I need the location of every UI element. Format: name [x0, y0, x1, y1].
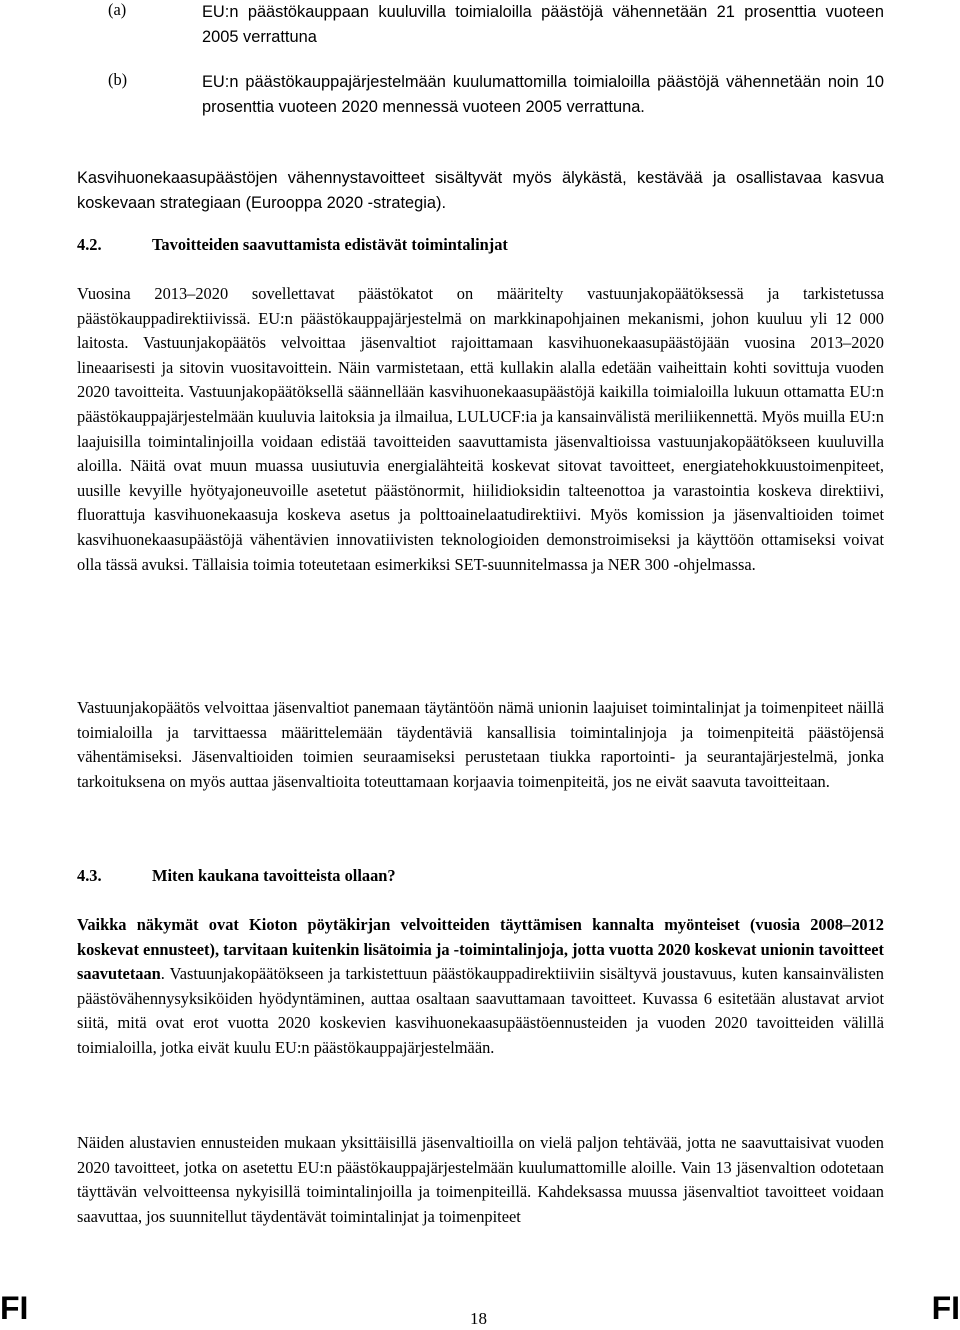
footer-language-right: FI: [931, 1290, 960, 1326]
paragraph-outlook: [77, 913, 884, 1061]
paragraph-projections: Näiden alustavien ennusteiden mukaan yksittäisillä jäsenvaltioilla on vielä paljon tehtävää, jotta ne saavuttaisivat vuoden 2020 tavoitteet, jotka on asetettu EU:n päästökauppajärjestelmään kuulumattomille aloille. Vain 13 jäsenvaltion odotetaan täyttävän velvoitteensa nykyisillä toimintalinjoilla ja toimenpiteillä. Kahdeksassa muussa jäsenvaltiot tavoitteet voidaan saavuttaa, jos suunnitellut täydentävät toimintalinjat ja toimenpiteet: [77, 1133, 884, 1226]
section-title: Tavoitteiden saavuttamista edistävät toimintalinjat: [152, 235, 508, 254]
list-label-a: (a): [108, 0, 127, 19]
paragraph-effort-sharing: Vastuunjakopäätös velvoittaa jäsenvaltiot panemaan täytäntöön nämä unionin laajuiset toimintalinjat ja toimenpiteet näillä toimialoilla ja tarvittaessa määrittelemään täydentäviä kansallisia toimintalinjoja ja toimenpiteitä päästöjensä vähentämiseksi. Jäsenvaltioiden toimien seuraamiseksi perustetaan tiukka raportointi- ja seurantajärjestelmä, jonka tarkoituksena on myös auttaa jäsenvaltioita toteuttamaan korjaavia toimenpiteitä, jos ne eivät saavuta tavoitteitaan.: [77, 698, 884, 791]
list-label-b: (b): [108, 70, 128, 89]
footer-language-left: FI: [0, 1290, 29, 1326]
section-heading-4-3: [77, 866, 396, 886]
page-number: 18: [470, 1309, 487, 1328]
section-number: 4.2.: [77, 235, 102, 254]
section-number: 4.3.: [77, 866, 102, 885]
outlook-rest-text: . Vastuunjakopäätökseen ja tarkistettuun päästökauppadirektiiviin sisältyvä joustavuus, kuten kansainvälisten päästövähennysyksiköiden hyödyntäminen, auttaa osaltaan saavuttamaan tavoitteet. Kuvassa 6 esitetään alustavat arviot siitä, mitä ovat erot vuotta 2020 koskevien kasvihuonekaasupäästöennusteiden ja vuoden 2020 tavoitteiden välillä toimialoilla, jotka eivät kuulu EU:n päästökauppajärjestelmään.: [77, 964, 884, 1057]
paragraph-policies: Vuosina 2013–2020 sovellettavat päästökatot on määritelty vastuunjakopäätöksessä ja tarkistetussa päästökauppadirektiivissä. EU:n päästökauppajärjestelmä on markkinapohjainen mekanismi, johon kuuluu yli 12 000 laitosta. Vastuunjakopäätös velvoittaa jäsenvaltiot rajoittamaan kasvihuonekaasupäästöjään vuosina 2013–2020 lineaarisesti ja sitovin vuositavoittein. Näin varmistetaan, että kullakin alalla edetään vaiheittain kohti sovittuja vuoden 2020 tavoitteita. Vastuunjakopäätöksellä säännellään kasvihuonekaasupäästöjä kaikilla toimialoilla lukuun ottamatta EU:n päästökauppajärjestelmään kuuluvia laitoksia ja ilmailua, LULUCF:ia ja kansainvälistä meriliikennettä. Myös muilla EU:n laajuisilla toimintalinjoilla voidaan edistää tavoitteiden saavuttamista jäsenvaltioissa vastuunjakopäätökseen kuuluvilla aloilla. Näitä ovat muun muassa uusiutuvia energialähteitä koskevat sitovat tavoitteet, energiatehokkuustoimenpiteet, uusille kevyille hyötyajoneuvoille asetetut päästönormit, hiilidioksidin talteenottoa ja varastointia koskeva direktiivi, fluorattuja kasvihuonekaasuja koskeva asetus ja polttoainelaatudirektiivi. Myös komission ja jäsenvaltioiden toimet kasvihuonekaasupäästöjä vähentävien innovatiivisten teknologioiden demonstroimiseksi ja käyttöön ottamiseksi voivat olla tässä avuksi. Tällaisia toimia toteutetaan esimerkiksi SET-suunnitelmassa ja NER 300 -ohjelmassa.: [77, 284, 884, 574]
section-title: Miten kaukana tavoitteista ollaan?: [152, 866, 396, 885]
list-text-b: EU:n päästökauppajärjestelmään kuulumattomilla toimialoilla päästöjä vähennetään noin 10 prosenttia vuoteen 2020 mennessä vuoteen 2005 verrattuna.: [202, 73, 884, 116]
intro-paragraph: Kasvihuonekaasupäästöjen vähennystavoitteet sisältyvät myös älykästä, kestävää ja osallistavaa kasvua koskevaan strategiaan (Eurooppa 2020 -strategia).: [77, 169, 884, 212]
list-text-a: EU:n päästökauppaan kuuluvilla toimialoilla päästöjä vähennetään 21 prosenttia vuoteen 2005 verrattuna: [202, 3, 884, 46]
outlook-bold-text: Vaikka näkymät ovat Kioton pöytäkirjan velvoitteiden täyttämisen kannalta myönteiset (vuosia 2008–2012 koskevat ennusteet), tarvitaan kuitenkin lisätoimia ja -toimintalinjoja, jotta vuotta 2020 koskevat unionin tavoitteet saavutetaan: [77, 915, 884, 984]
section-heading-4-2: [77, 235, 508, 255]
